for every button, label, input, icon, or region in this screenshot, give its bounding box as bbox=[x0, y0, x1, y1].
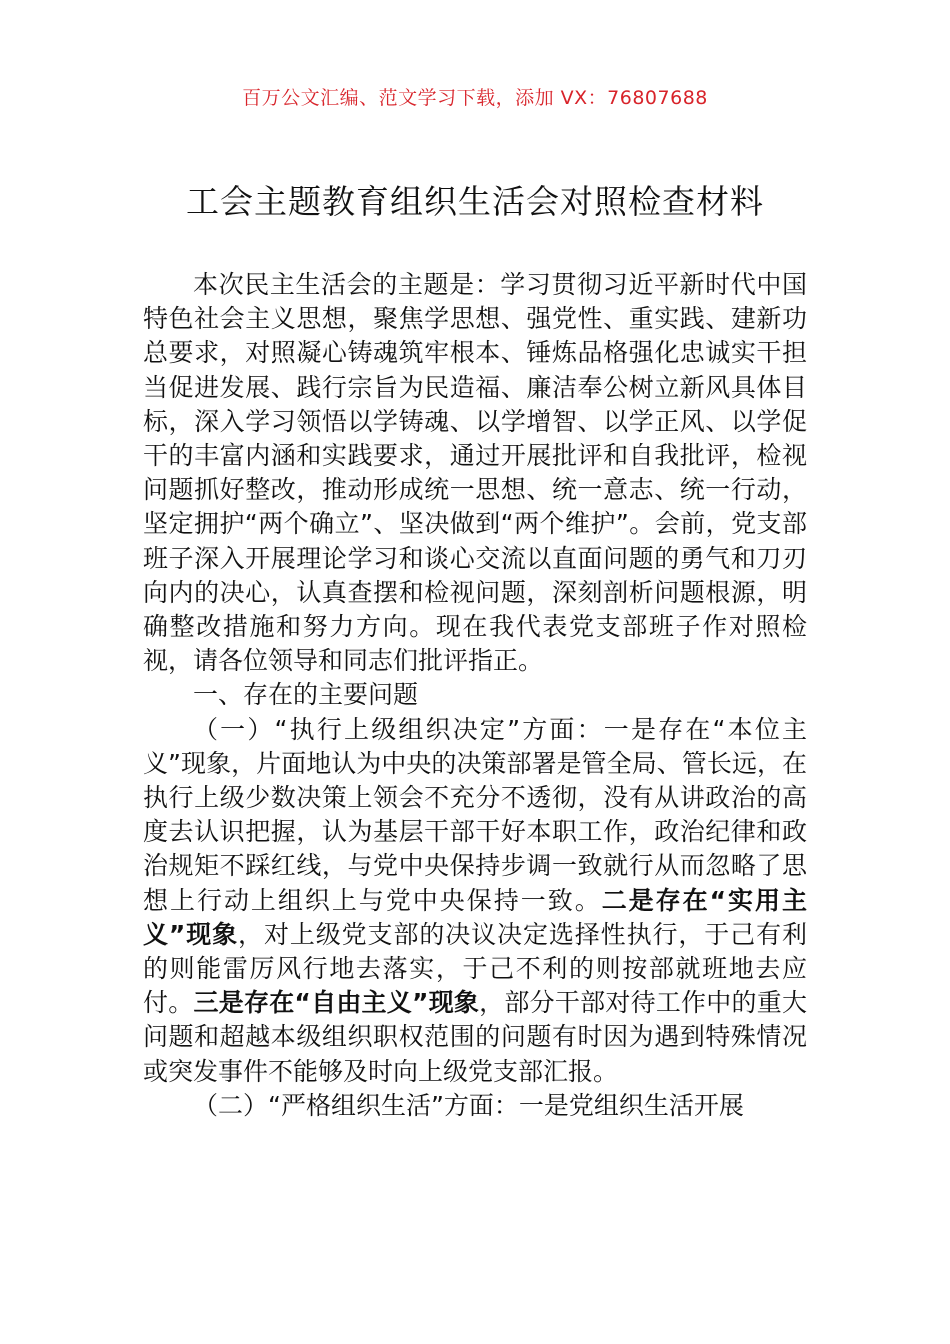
problem-item-2: （二）“严格组织生活”方面：一是党组织生活开展 bbox=[193, 1090, 744, 1120]
document-body bbox=[143, 268, 807, 1123]
header-watermark: 百万公文汇编、范文学习下载，添加 VX：76807688 bbox=[242, 87, 708, 109]
problem-item-1 bbox=[143, 713, 807, 1089]
problem-item-1-emphasis-2: 二是存在“实用主义”现象 bbox=[143, 885, 807, 949]
problem-item-1-text-b: ，对上级党支部的决议决定选择性执行，于己有利的则能雷厉风行地去落实，于己不利的则按部就班地去应付。 bbox=[143, 919, 807, 1018]
section-heading-problems: 一、存在的主要问题 bbox=[193, 680, 419, 710]
problem-item-1-text-a: （一）“执行上级组织决定”方面：一是存在“本位主义”现象，片面地认为中央的决策部署是管全局、管长远，在执行上级少数决策上领会不充分不透彻，没有从讲政治的高度去认识把握，认为基层干部干好本职工作，政治纪律和政治规矩不踩红线，与党中央保持步调一致就行从而忽略了思想上行动上组织上与党中央保持一致。 bbox=[143, 714, 807, 915]
intro-paragraph: 本次民主生活会的主题是：学习贯彻习近平新时代中国特色社会主义思想，聚焦学思想、强党性、重实践、建新功总要求，对照凝心铸魂筑牢根本、锤炼品格强化忠诚实干担当促进发展、践行宗旨为民造福、廉洁奉公树立新风具体目标，深入学习领悟以学铸魂、以学增智、以学正风、以学促干的丰富内涵和实践要求，通过开展批评和自我批评，检视问题抓好整改，推动形成统一思想、统一意志、统一行动，坚定拥护“两个确立”、坚决做到“两个维护”。会前，党支部班子深入开展理论学习和谈心交流以直面问题的勇气和刀刃向内的决心，认真查摆和检视问题，深刻剖析问题根源，明确整改措施和努力方向。现在我代表党支部班子作对照检视，请各位领导和同志们批评指正。 bbox=[143, 270, 807, 676]
document-title: 工会主题教育组织生活会对照检查材料 bbox=[186, 182, 764, 221]
problem-item-1-text-c: ，部分干部对待工作中的重大问题和超越本级组织职权范围的问题有时因为遇到特殊情况或突发事件不能够及时向上级党支部汇报。 bbox=[143, 988, 807, 1086]
problem-item-1-emphasis-3: 三是存在“自由主义”现象 bbox=[193, 988, 480, 1018]
